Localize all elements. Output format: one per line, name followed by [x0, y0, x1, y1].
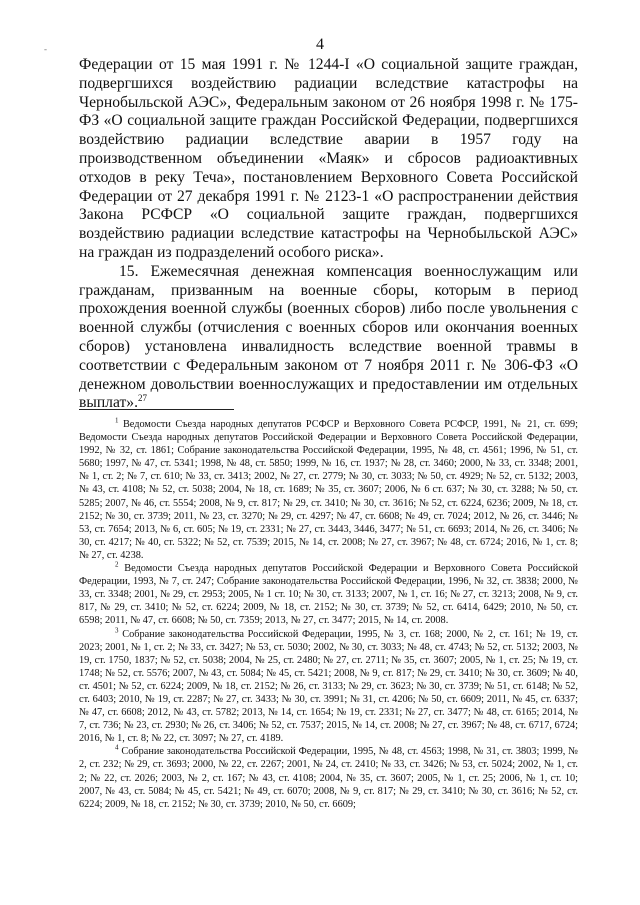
paragraph-2	[79, 263, 578, 413]
footnote-number: 1	[115, 416, 119, 425]
page-number: 4	[316, 36, 324, 53]
footnote-3	[79, 628, 578, 746]
footnote-number: 2	[115, 560, 119, 569]
footnote-ref-27: 27	[138, 393, 147, 404]
footnote-1	[79, 418, 578, 562]
paragraph-1: Федерации от 15 мая 1991 г. № 1244-I «О социальной защите граждан, подвергшихся воздействию радиации вследствие катастрофы на Чернобыльской АЭС», Федеральным законом от 26 ноября 1998 г. № 175-ФЗ «О социальной защите граждан Российской Федерации, подвергшихся воздействию радиации вследствие аварии в 1957 году на производственном объединении «Маяк» и сбросов радиоактивных отходов в реку Теча», постановлением Верховного Совета Российской Федерации от 27 декабря 1991 г. № 2123-1 «О распространении действия Закона РСФСР «О социальной защите граждан, подвергшихся воздействию радиации вследствие катастрофы на Чернобыльской АЭС» на граждан из подразделений особого риска».	[79, 56, 578, 261]
footnote-text: Ведомости Съезда народных депутатов Российской Федерации и Верховного Совета Российской Федерации, 1993, № 7, ст. 247; Собрание законодательства Российской Федерации, 1996, № 32, ст. 3838; 2000, № 33, ст. 3348; 2001, № 29, ст. 2953; 2005, № 1 ст. 10; № 30, ст. 3133; 2007, № 1, ст. 16; № 27, ст. 3213; 2008, № 9, ст. 817, № 29, ст. 3410; № 52, ст. 6224; 2009, № 18, ст. 2152; № 30, ст. 3739; № 52, ст. 6414, 6429; 2010, № 50, ст. 6598; 2011, № 47, ст. 6608; № 50, ст. 7359; 2013, № 27, ст. 3477; 2015, № 14, ст. 2008.	[79, 563, 578, 627]
footnote-divider	[79, 409, 234, 410]
footnote-text: Собрание законодательства Российской Федерации, 1995, № 3, ст. 168; 2000, № 2, ст. 161; № 19, ст. 2023; 2001, № 1, ст. 2; № 33, ст. 3427; № 53, ст. 5030; 2002, № 30, ст. 3033; № 48, ст. 4743; № 52, ст. 5132; 2003, № 19, ст. 1750, 1837; № 52, ст. 5038; 2004, № 25, ст. 2480; № 27, ст. 2711; № 35, ст. 3607; 2005, № 1, ст. 25; № 19, ст. 1748; № 52, ст. 5576; 2007, № 43, ст. 5084; № 45, ст. 5421; 2008, № 9, ст. 817; № 29, ст. 3410; № 30, ст. 3609; № 40, ст. 4501; № 52, ст. 6224; 2009, № 18, ст. 2152; № 26, ст. 3133; № 29, ст. 3623; № 30, ст. 3739; № 51, ст. 6148; № 52, ст. 6403; 2010, № 19, ст. 2287; № 27, ст. 3433; № 30, ст. 3991; № 31, ст. 4206; № 50, ст. 6609; 2011, № 45, ст. 6337; № 47, ст. 6608; 2012, № 43, ст. 5782; 2013, № 14, ст. 1654; № 19, ст. 2331; № 27, ст. 3477; № 48, ст. 6165; 2014, № 7, ст. 736; № 23, ст. 2930; № 26, ст. 3406; № 52, ст. 7537; 2015, № 14, ст. 2008; № 27, ст. 3967; № 48, ст. 6717, 6724; 2016, № 1, ст. 8; № 22, ст. 3097; № 27, ст. 4189.	[79, 628, 578, 745]
footnote-text: Ведомости Съезда народных депутатов РСФСР и Верховного Совета РСФСР, 1991, № 21, ст. 699; Ведомости Съезда народных депутатов Российской Федерации и Верховного Совета Российской Федерации, 1992, № 32, ст. 1861; Собрание законодательства Российской Федерации, 1995, № 48, ст. 4561; 1996, № 51, ст. 5680; 1997, № 47, ст. 5341; 1998, № 48, ст. 5850; 1999, № 16, ст. 1937; № 28, ст. 3460; 2000, № 33, ст. 3348; 2001, № 1, ст. 2; № 7, ст. 610; № 33, ст. 3413; 2002, № 27, ст. 2779; № 30, ст. 3033; № 50, ст. 4929; № 52, ст. 5132; 2003, № 43, ст. 4108; № 52, ст. 5038; 2004, № 18, ст. 1689; № 35, ст. 3607; 2006, № 6 ст. 637; № 30, ст. 3288; № 50, ст. 5285; 2007, № 46, ст. 5554; 2008, № 9, ст. 817; № 29, ст. 3410; № 30, ст. 3616; № 52, ст. 6224, 6236; 2009, № 18, ст. 2152; № 30, ст. 3739; 2011, № 23, ст. 3270; № 29, ст. 4297; № 47, ст. 6608; № 49, ст. 7024; 2012, № 26, ст. 3446; № 53, ст. 7654; 2013, № 6, ст. 605; № 19, ст. 2331; № 27, ст. 3443, 3446, 3477; № 51, ст. 6693; 2014, № 26, ст. 3406; № 30, ст. 4217; № 40, ст. 5322; № 52, ст. 7539; 2015, № 14, ст. 2008; № 27, ст. 3967; № 48, ст. 6724; 2016, № 1, ст. 8; № 27, ст. 4238.	[79, 419, 579, 561]
footnote-4	[79, 745, 578, 810]
footnote-2	[79, 562, 578, 627]
footnote-text: Собрание законодательства Российской Федерации, 1995, № 48, ст. 4563; 1998, № 31, ст. 3803; 1999, № 2, ст. 232; № 29, ст. 3693; 2000, № 22, ст. 2267; 2001, № 24, ст. 2410; № 33, ст. 3426; № 53, ст. 5024; 2002, № 1, ст. 2; № 22, ст. 2026; 2003, № 2, ст. 167; № 43, ст. 4108; 2004, № 35, ст. 3607; 2005, № 1, ст. 25; 2006, № 1, ст. 10; 2007, № 43, ст. 5084; № 45, ст. 5421; № 49, ст. 6070; 2008, № 9, ст. 817; № 29, ст. 3410; № 30, ст. 3616; № 52, ст. 6224; 2009, № 18, ст. 2152; № 30, ст. 3739; 2010, № 50, ст. 6609;	[79, 746, 579, 810]
paragraph-2-text: 15. Ежемесячная денежная компенсация военнослужащим или гражданам, призванным на военные сборы, которым в период прохождения военной службы (военных сборов) либо после увольнения с военной службы (отчисления с военных сборов или окончания военных сборов) установлена инвалидность вследствие военной травмы в соответствии с Федеральным законом от 7 ноября 2011 г. № 306-ФЗ «О денежном довольствии военнослужащих и предоставлении им отдельных выплат».	[79, 262, 578, 412]
margin-mark: -	[44, 44, 47, 54]
footnotes	[79, 418, 578, 811]
footnote-number: 3	[115, 626, 119, 635]
main-text	[79, 56, 578, 413]
footnote-number: 4	[115, 743, 119, 752]
